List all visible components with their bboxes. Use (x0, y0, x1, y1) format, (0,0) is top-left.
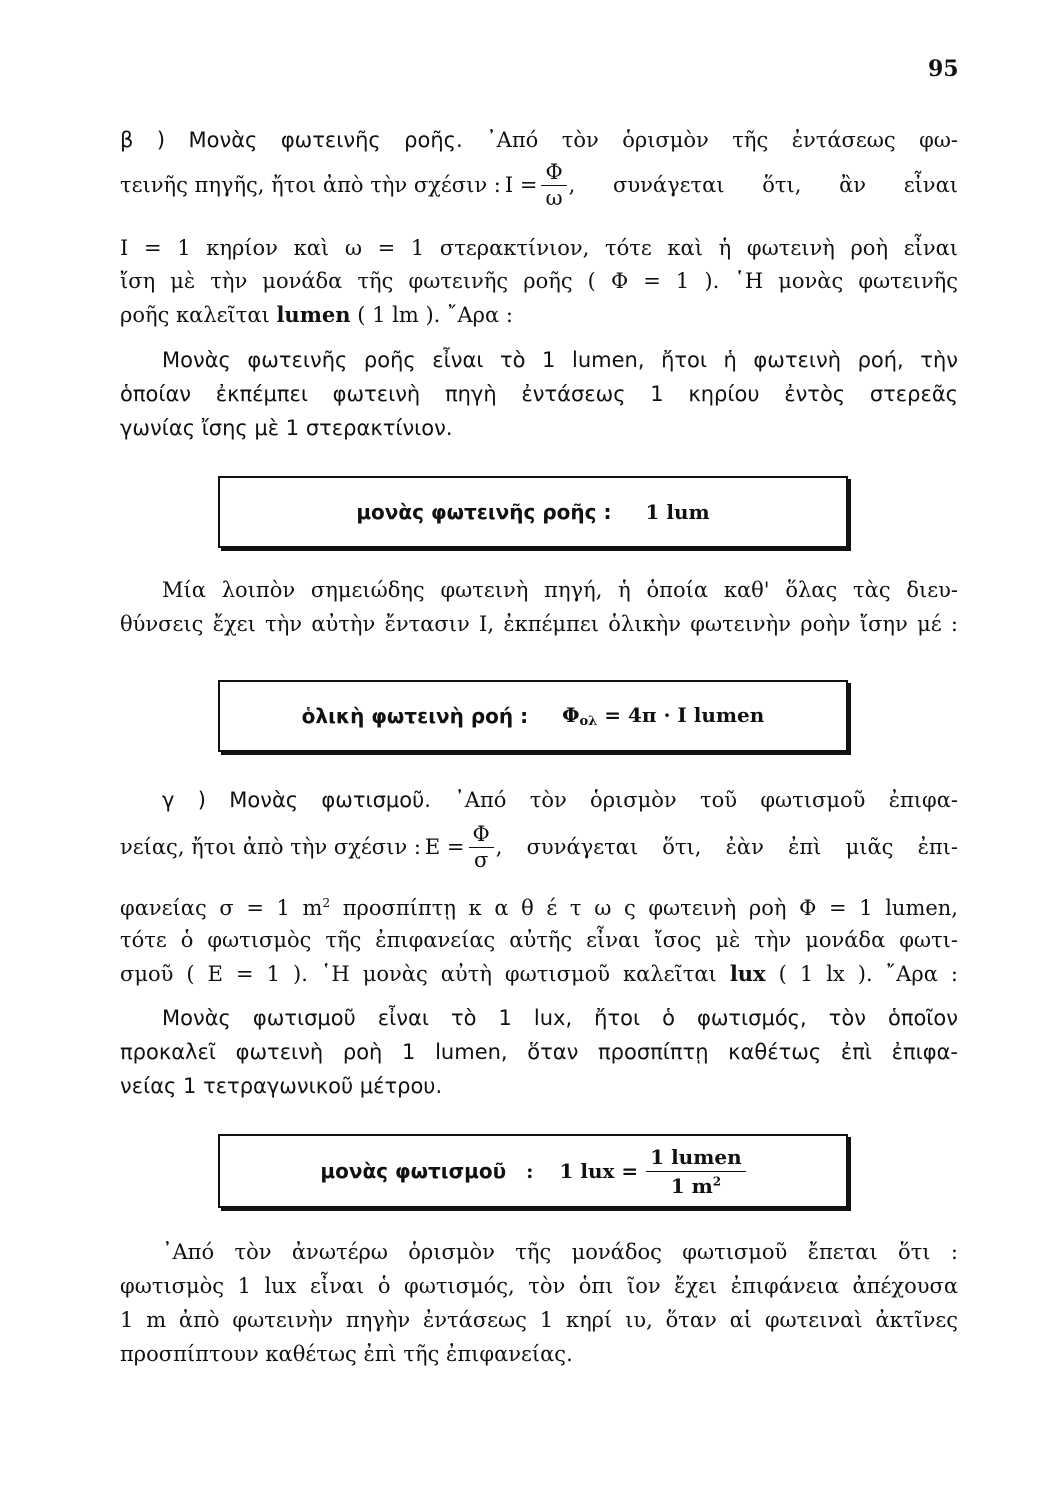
section-heading: γ ) Μονὰς φωτισμοῦ. (162, 788, 431, 812)
paragraph-line: 1 m ἀπὸ φωτεινὴν πηγὴν ἐντάσεως 1 κηρί ιυ, ὅταν αἱ φωτειναὶ ἀκτῖνες (120, 1308, 958, 1332)
paragraph-line: φωτισμὸς 1 lux εἶναι ὁ φωτισμός, τὸν ὁπι ῖον ἔχει ἐπιφάνεια ἀπέχουσα (120, 1274, 958, 1298)
section-heading: β ) Μονὰς φωτεινῆς ροῆς. (120, 128, 463, 152)
paragraph-line: τότε ὁ φωτισμὸς τῆς ἐπιφανείας αὐτῆς εἶναι ἴσος μὲ τὴν μονάδα φωτι- (120, 928, 958, 952)
unit-box-total-flux: ὁλικὴ φωτεινὴ ροή : $\Phi_{o\lambda} = 4\pi \cdot I$ lumen (218, 680, 848, 752)
definition-line: ὁποίαν ἐκπέμπει φωτεινὴ πηγὴ ἐντάσεως 1 κηρίου ἐντὸς στερεᾶς (120, 382, 958, 406)
fraction: $\frac{\text{1 lumen}}{1 m^2}$ (646, 1145, 745, 1198)
definition-line: Μονὰς φωτισμοῦ εἶναι τὸ 1 lux, ἤτοι ὁ φωτισμός, τὸν ὁποῖον (162, 1006, 958, 1030)
fraction: $\frac{\Phi}{\sigma}$ (469, 824, 494, 871)
definition-line: νείας 1 τετραγωνικοῦ μέτρου. (120, 1074, 443, 1098)
unit-box-luminous-flux: μονὰς φωτεινῆς ροῆς : 1 lum (218, 476, 848, 548)
paragraph-line: Μία λοιπὸν σημειώδης φωτεινὴ πηγή, ἡ ὁποία καθ' ὅλας τὰς διευ- (162, 578, 958, 602)
paragraph-line: προσπίπτουν καθέτως ἐπὶ τῆς ἐπιφανείας. (120, 1342, 573, 1366)
paragraph-line: ἴση μὲ τὴν μονάδα τῆς φωτεινῆς ροῆς ( Φ = 1 ). ῾Η μονὰς φωτεινῆς (120, 269, 958, 293)
definition-line: Μονὰς φωτεινῆς ροῆς εἶναι τὸ 1 lumen, ἤτοι ἡ φωτεινὴ ροή, τὴν (162, 348, 958, 372)
paragraph-line: θύνσεις ἔχει τὴν αὐτὴν ἔντασιν I, ἐκπέμπει ὁλικὴν φωτεινὴν ροὴν ἴσην μέ : (120, 612, 958, 636)
paragraph-line: ροῆς καλεῖται lumen ( 1 lm ). ῎Αρα : (120, 302, 513, 327)
paragraph-line: I = 1 κηρίον καὶ ω = 1 στερακτίνιον, τότε καὶ ἡ φωτεινὴ ροὴ εἶναι (120, 236, 958, 260)
formula-line: νείας, ἤτοι ἀπὸ τὴν σχέσιν : E = $\frac{\Phi}{\sigma}$ , συνάγεται ὅτι, ἐὰν ἐπὶ μιᾶς ἐπι- (120, 822, 958, 872)
unit-box-illuminance: μονὰς φωτισμοῦ : 1 lux = $\frac{\text{1 lumen}}{1 m^2}$ (218, 1134, 848, 1208)
definition-line: γωνίας ἴσης μὲ 1 στερακτίνιον. (120, 416, 453, 440)
paragraph-line: γ ) Μονὰς φωτισμοῦ. ᾿Από τὸν ὁρισμὸν τοῦ φωτισμοῦ ἐπιφα- (162, 788, 959, 812)
page-number: 95 (928, 56, 959, 82)
paragraph-line: φανείας σ = 1 $m^2$ προσπίπτῃ κ α θ έ τ ω ς φωτεινὴ ροὴ Φ = 1 lumen, (120, 896, 958, 920)
total-flux-formula: $\Phi_{o\lambda} = 4\pi \cdot I$ lumen (562, 703, 765, 729)
paragraph-line: β ) Μονὰς φωτεινῆς ροῆς. ᾿Από τὸν ὁρισμὸν τῆς ἐντάσεως φω- (120, 128, 959, 152)
paragraph-line: ᾿Από τὸν ἀνωτέρω ὁρισμὸν τῆς μονάδος φωτισμοῦ ἔπεται ὅτι : (162, 1240, 958, 1264)
formula-line: τεινῆς πηγῆς, ἤτοι ἀπὸ τὴν σχέσιν : I = $\frac{\Phi}{\omega}$ , συνάγεται ὅτι, ἂν εἶναι (120, 160, 958, 210)
paragraph-line: σμοῦ ( E = 1 ). ῾Η μονὰς αὐτὴ φωτισμοῦ καλεῖται lux ( 1 lx ). ῎Αρα : (120, 961, 958, 986)
definition-line: προκαλεῖ φωτεινὴ ροὴ 1 lumen, ὅταν προσπίπτῃ καθέτως ἐπὶ ἐπιφα- (120, 1040, 958, 1064)
fraction: $\frac{\Phi}{\omega}$ (541, 162, 566, 209)
